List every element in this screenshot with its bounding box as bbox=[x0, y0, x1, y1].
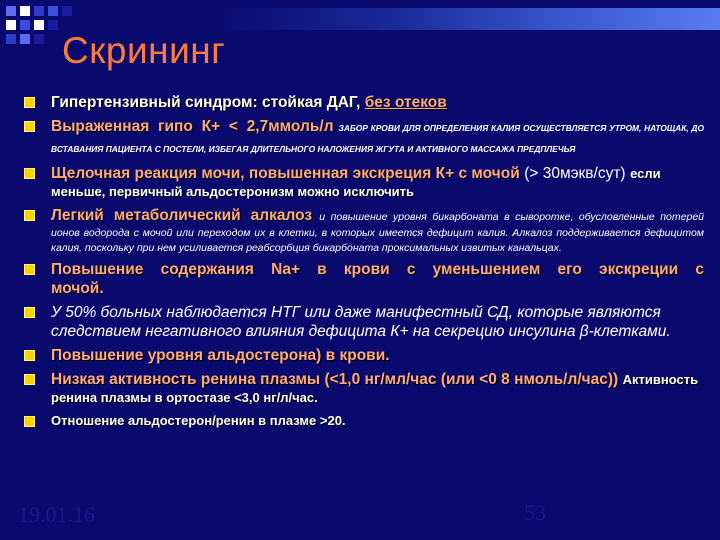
list-item bbox=[24, 206, 704, 255]
bullet-text: Выраженная гипо К+ < 2,7ммоль/л bbox=[51, 118, 334, 135]
list-item bbox=[24, 164, 704, 201]
bullet-text: Щелочная реакция мочи, повышенная экскреция К+ с мочой bbox=[51, 165, 520, 182]
list-item bbox=[24, 117, 704, 159]
square-bullet-icon bbox=[24, 307, 35, 318]
square-bullet-icon bbox=[24, 374, 35, 385]
bullet-list bbox=[24, 93, 704, 435]
square-bullet-icon bbox=[24, 97, 35, 108]
square-bullet-icon bbox=[24, 210, 35, 221]
bullet-note: ЗАБОР КРОВИ ДЛЯ ОПРЕДЕЛЕНИЯ КАЛИЯ ОСУЩЕСТВЛЯЕТСЯ УТРОМ, НАТОЩАК, ДО ВСТАВАНИЯ ПАЦИЕНТА С ПОСТЕЛИ, ИЗБЕГАЯ ДЛИТЕЛЬНОГО НАЛОЖЕНИЯ ЖГУТА И АКТИВНОГО МАССАЖА ПРЕДПЛЕЧЬЯ bbox=[51, 123, 704, 154]
square-bullet-icon bbox=[24, 121, 35, 132]
bullet-emphasis: без отеков bbox=[364, 94, 447, 111]
list-item bbox=[24, 303, 704, 341]
list-item bbox=[24, 412, 704, 430]
bullet-text: Отношение альдостерон/ренин в плазме >20. bbox=[51, 413, 346, 428]
list-item bbox=[24, 93, 704, 112]
square-bullet-icon bbox=[24, 416, 35, 427]
list-item bbox=[24, 370, 704, 407]
square-bullet-icon bbox=[24, 264, 35, 275]
square-bullet-icon bbox=[24, 168, 35, 179]
bullet-text: Легкий метаболический алкалоз bbox=[51, 207, 313, 224]
bullet-note: и повышение уровня бикарбоната в сыворотке, обусловленные потерей ионов водорода с мочой или переходом их в клетки, в которых имеется дефицит калия. Алкалоз поддерживается дефицитом калия, поскольку при нем усиливается реабсорбция бикарбоната проксимальных извитых канальцах. bbox=[51, 211, 704, 254]
bullet-note: если меньше, первичный альдостеронизм можно исключить bbox=[51, 166, 661, 199]
bullet-text: Повышение содержания Na+ в крови с уменьшением его экскреции с мочой. bbox=[51, 261, 704, 297]
bullet-text: У 50% больных наблюдается НТГ или даже манифестный СД, которые являются следствием негативного влияния дефицита К+ на секрецию инсулина β-клетками. bbox=[51, 304, 671, 340]
bullet-text: Гипертензивный синдром: стойкая ДАГ, bbox=[51, 94, 361, 111]
bullet-text: Повышение уровня альдостерона) в крови. bbox=[51, 347, 390, 364]
bullet-note: Активность ренина плазмы в ортостазе <3,0 нг/л/час. bbox=[51, 372, 699, 405]
page-number: 53 bbox=[524, 500, 546, 525]
square-bullet-icon bbox=[24, 350, 35, 361]
bullet-text: Низкая активность ренина плазмы (<1,0 нг/мл/час (или <0 8 нмоль/л/час)) bbox=[51, 371, 619, 388]
bullet-value: (> 30мэкв/сут) bbox=[524, 165, 626, 182]
list-item bbox=[24, 260, 704, 298]
list-item bbox=[24, 346, 704, 365]
slide-title: Скрининг bbox=[62, 30, 226, 71]
slide-date: 19.01.16 bbox=[18, 502, 95, 527]
